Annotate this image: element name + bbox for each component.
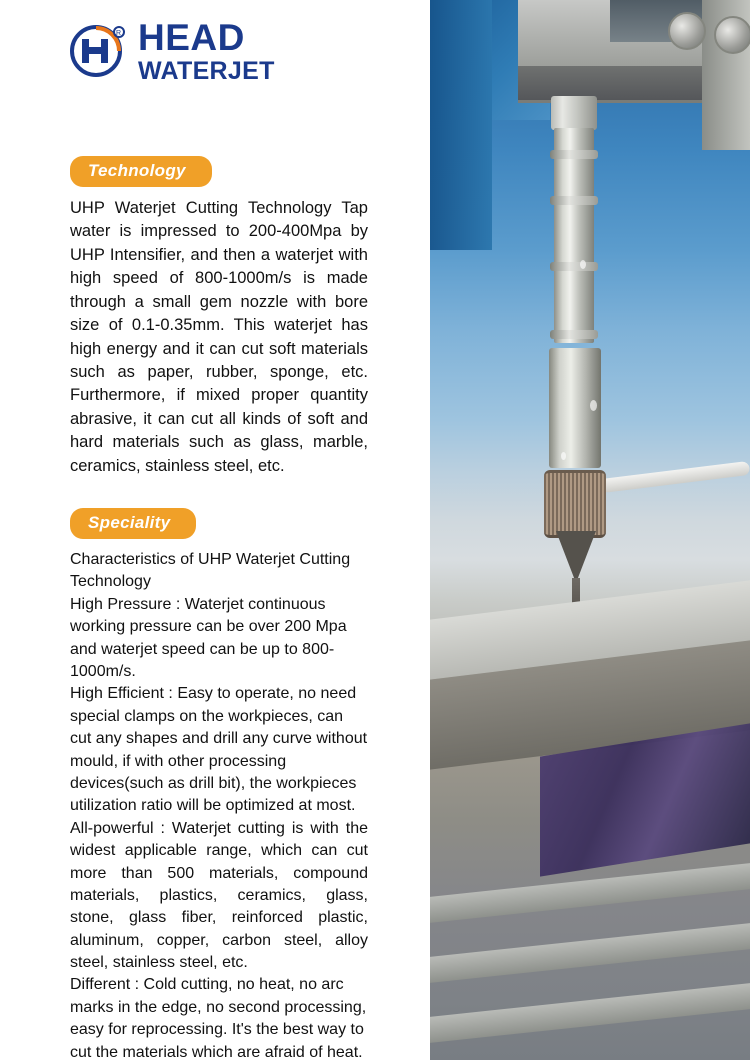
brand-logo	[0, 0, 430, 85]
speciality-paragraph-high-efficient: High Efficient : Easy to operate, no need special clamps on the workpieces, can cut any shapes and drill any curve without mould, if with other processing devices(such as drill bit), the workpieces utilization ratio will be optimized at most.	[70, 685, 368, 815]
brand-name-line2: WATERJET	[138, 56, 275, 85]
speciality-paragraph-all-powerful: All-powerful : Waterjet cutting is with the widest applicable range, which can cut more than 500 materials, compound materials, plastics, ceramics, glass, stone, glass fiber, reinforced plastic, aluminum, copper, carbon steel, alloy steel, stainless steel, etc.	[70, 819, 368, 972]
bolt-icon	[714, 16, 750, 54]
shaft-ring	[550, 196, 598, 205]
shaft-ring	[550, 262, 598, 271]
cutting-head-top	[551, 96, 597, 130]
cutting-head-shaft	[554, 128, 594, 343]
water-droplet	[590, 400, 597, 411]
speciality-section	[0, 508, 430, 1064]
speciality-heading: Speciality	[70, 508, 196, 539]
brand-name-line1: HEAD	[138, 16, 245, 58]
technology-body	[70, 197, 368, 478]
speciality-body	[70, 549, 368, 1064]
technology-section	[0, 156, 430, 478]
shaft-ring	[550, 330, 598, 339]
product-photo	[430, 0, 750, 1060]
shaft-ring	[550, 150, 598, 159]
svg-text:R: R	[116, 30, 122, 37]
knurled-collar	[544, 470, 606, 538]
brand-wordmark	[138, 16, 275, 85]
water-droplet	[561, 452, 566, 460]
nozzle-cone	[556, 531, 596, 583]
technology-paragraph: UHP Waterjet Cutting Technology Tap water is impressed to 200-400Mpa by UHP Intensifier, and then a waterjet with high speed of 800-1000m/s is made through a small gem nozzle with bore size of 0.1-0.35mm. This waterjet has high energy and it can cut soft materials such as paper, rubber, sponge, etc. Furthermore, if mixed proper quantity abrasive, it can cut all kinds of soft and hard materials such as glass, marble, ceramics, stainless steel, etc.	[70, 199, 368, 475]
speciality-paragraph-intro: Characteristics of UHP Waterjet Cutting Technology	[70, 551, 351, 591]
technology-heading: Technology	[70, 156, 212, 187]
technology-heading-wrap	[70, 156, 368, 187]
bolt-icon	[668, 12, 706, 50]
machine-housing-side	[430, 0, 492, 250]
speciality-paragraph-high-pressure: High Pressure : Waterjet continuous working pressure can be over 200 Mpa and waterjet speed can be up to 800-1000m/s.	[70, 595, 347, 681]
speciality-paragraph-different: Different : Cold cutting, no heat, no arc marks in the edge, no second processing, easy for reprocessing. It's the best way to cut the materials which are afraid of heat.	[70, 976, 367, 1061]
water-droplet	[580, 260, 586, 269]
speciality-heading-wrap	[70, 508, 368, 539]
head-waterjet-logo-icon	[70, 24, 128, 78]
